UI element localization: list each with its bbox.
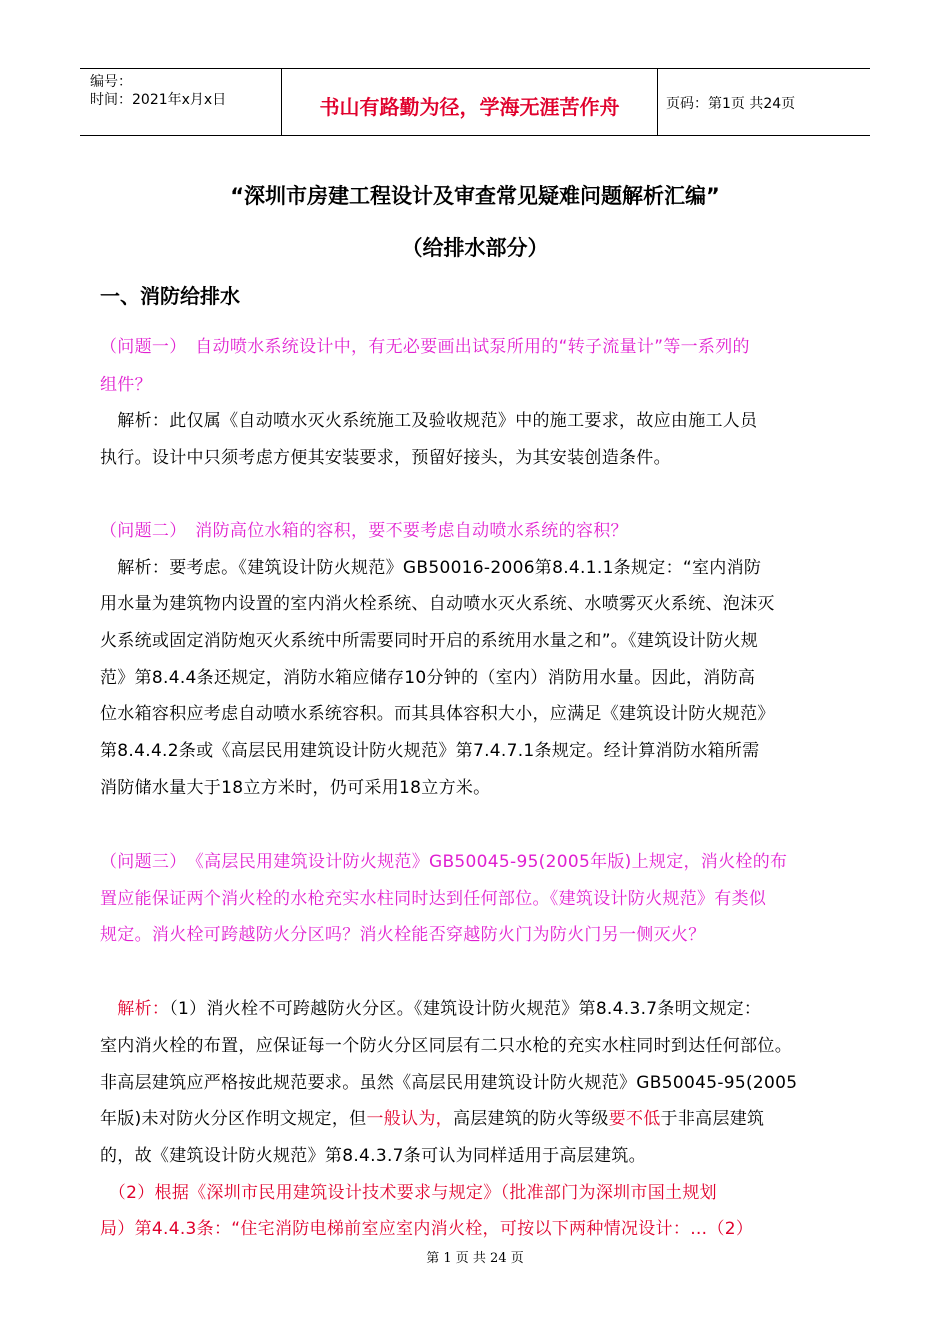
question-1-line-1	[100, 332, 852, 357]
answer-2-line-5: 位水箱容积应考虑自动喷水系统容积。而其具体容积大小，应满足《建筑设计防火规范》	[100, 704, 775, 724]
answer-2-line-4: 范》第8.4.4条还规定，消防水箱应储存10分钟的（室内）消防用水量。因此，消防高	[100, 668, 756, 688]
question-1-line-2: 组件？	[100, 375, 152, 395]
question-2-line-1	[100, 516, 852, 541]
question-3-line-2: 置应能保证两个消火栓的水枪充实水柱同时达到任何部位。《建筑设计防火规范》有类似	[100, 889, 767, 909]
question-1-text: 自动喷水系统设计中，有无必要画出试泵所用的“转子流量计”等一系列的	[178, 337, 750, 357]
answer-3-highlight-general: 一般认为，	[366, 1109, 453, 1129]
question-3-text: 《高层民用建筑设计防火规范》GB50045-95(2005年版)上规定，消火栓的布	[178, 852, 788, 872]
answer-3-line-1	[100, 994, 852, 1019]
answer-3-line-3: 非高层建筑应严格按此规范要求。虽然《高层民用建筑设计防火规范》GB50045-95(2005	[100, 1073, 798, 1093]
answer-3-text: （1）消火栓不可跨越防火分区。《建筑设计防火规范》第8.4.3.7条明文规定：	[169, 999, 762, 1019]
answer-2-line-7: 消防储水量大于18立方米时，仍可采用18立方米。	[100, 778, 491, 798]
answer-2-line-3: 火系统或固定消防炮灭火系统中所需要同时开启的系统用水量之和”。《建筑设计防火规	[100, 631, 759, 651]
page-footer: 第 1 页 共 24 页	[426, 1251, 524, 1266]
answer-3-tag: 解析：	[100, 999, 170, 1019]
answer-3-line-4-part-c: 高层建筑的防火等级	[452, 1109, 609, 1129]
document-title: “深圳市房建工程设计及审查常见疑难问题解析汇编”	[230, 184, 720, 208]
question-3-tag: （问题三）	[100, 852, 178, 872]
answer-1-line-2: 执行。设计中只须考虑方便其安装要求，预留好接头，为其安装创造条件。	[100, 448, 671, 468]
answer-3-line-7: 局）第4.4.3条：“住宅消防电梯前室应室内消火栓，可按以下两种情况设计：…（2）	[100, 1219, 754, 1239]
page-info: 页码：第1页 共24页	[666, 96, 796, 112]
question-3-line-3: 规定。消火栓可跨越防火分区吗？消火栓能否穿越防火门为防火门另一侧灭火？	[100, 925, 706, 945]
answer-3-line-5: 的，故《建筑设计防火规范》第8.4.3.7条可认为同样适用于高层建筑。	[100, 1146, 646, 1166]
answer-2-line-2: 用水量为建筑物内设置的室内消火栓系统、自动喷水灭火系统、水喷雾灭火系统、泡沫灭	[100, 594, 775, 614]
question-3-line-1	[100, 847, 852, 872]
document-subtitle: （给排水部分）	[401, 236, 549, 260]
question-2-tag: （问题二）	[100, 521, 178, 541]
code-label: 编号：	[90, 74, 132, 90]
section-heading: 一、消防给排水	[100, 284, 240, 308]
answer-3-line-6: （2）根据《深圳市民用建筑设计技术要求与规定》（批准部门为深圳市国土规划	[100, 1183, 717, 1203]
answer-3-highlight-not-lower: 要不低	[608, 1109, 661, 1129]
motto: 书山有路勤为径，学海无涯苦作舟	[282, 69, 658, 135]
question-2-text: 消防高位水箱的容积，要不要考虑自动喷水系统的容积？	[178, 521, 628, 541]
answer-3-line-4-part-a: 年版)未对防火分区作明文规定，但	[100, 1109, 367, 1129]
question-1-tag: （问题一）	[100, 337, 178, 357]
header-left-cell	[80, 69, 282, 135]
answer-2-line-1: 解析：要考虑。《建筑设计防火规范》GB50016-2006第8.4.1.1条规定：“室内消防	[100, 558, 762, 578]
header-table	[80, 68, 870, 136]
answer-3-line-4-part-e: 于非高层建筑	[660, 1109, 765, 1129]
answer-2-line-6: 第8.4.4.2条或《高层民用建筑设计防火规范》第7.4.7.1条规定。经计算消防水箱所需	[100, 741, 760, 761]
answer-3-line-4	[100, 1104, 852, 1129]
time-label: 时间：2021年x月x日	[90, 92, 227, 108]
answer-1-line-1: 解析：此仅属《自动喷水灭火系统施工及验收规范》中的施工要求，故应由施工人员	[100, 411, 758, 431]
answer-3-line-2: 室内消火栓的布置，应保证每一个防火分区同层有二只水枪的充实水柱同时到达任何部位。	[100, 1036, 792, 1056]
